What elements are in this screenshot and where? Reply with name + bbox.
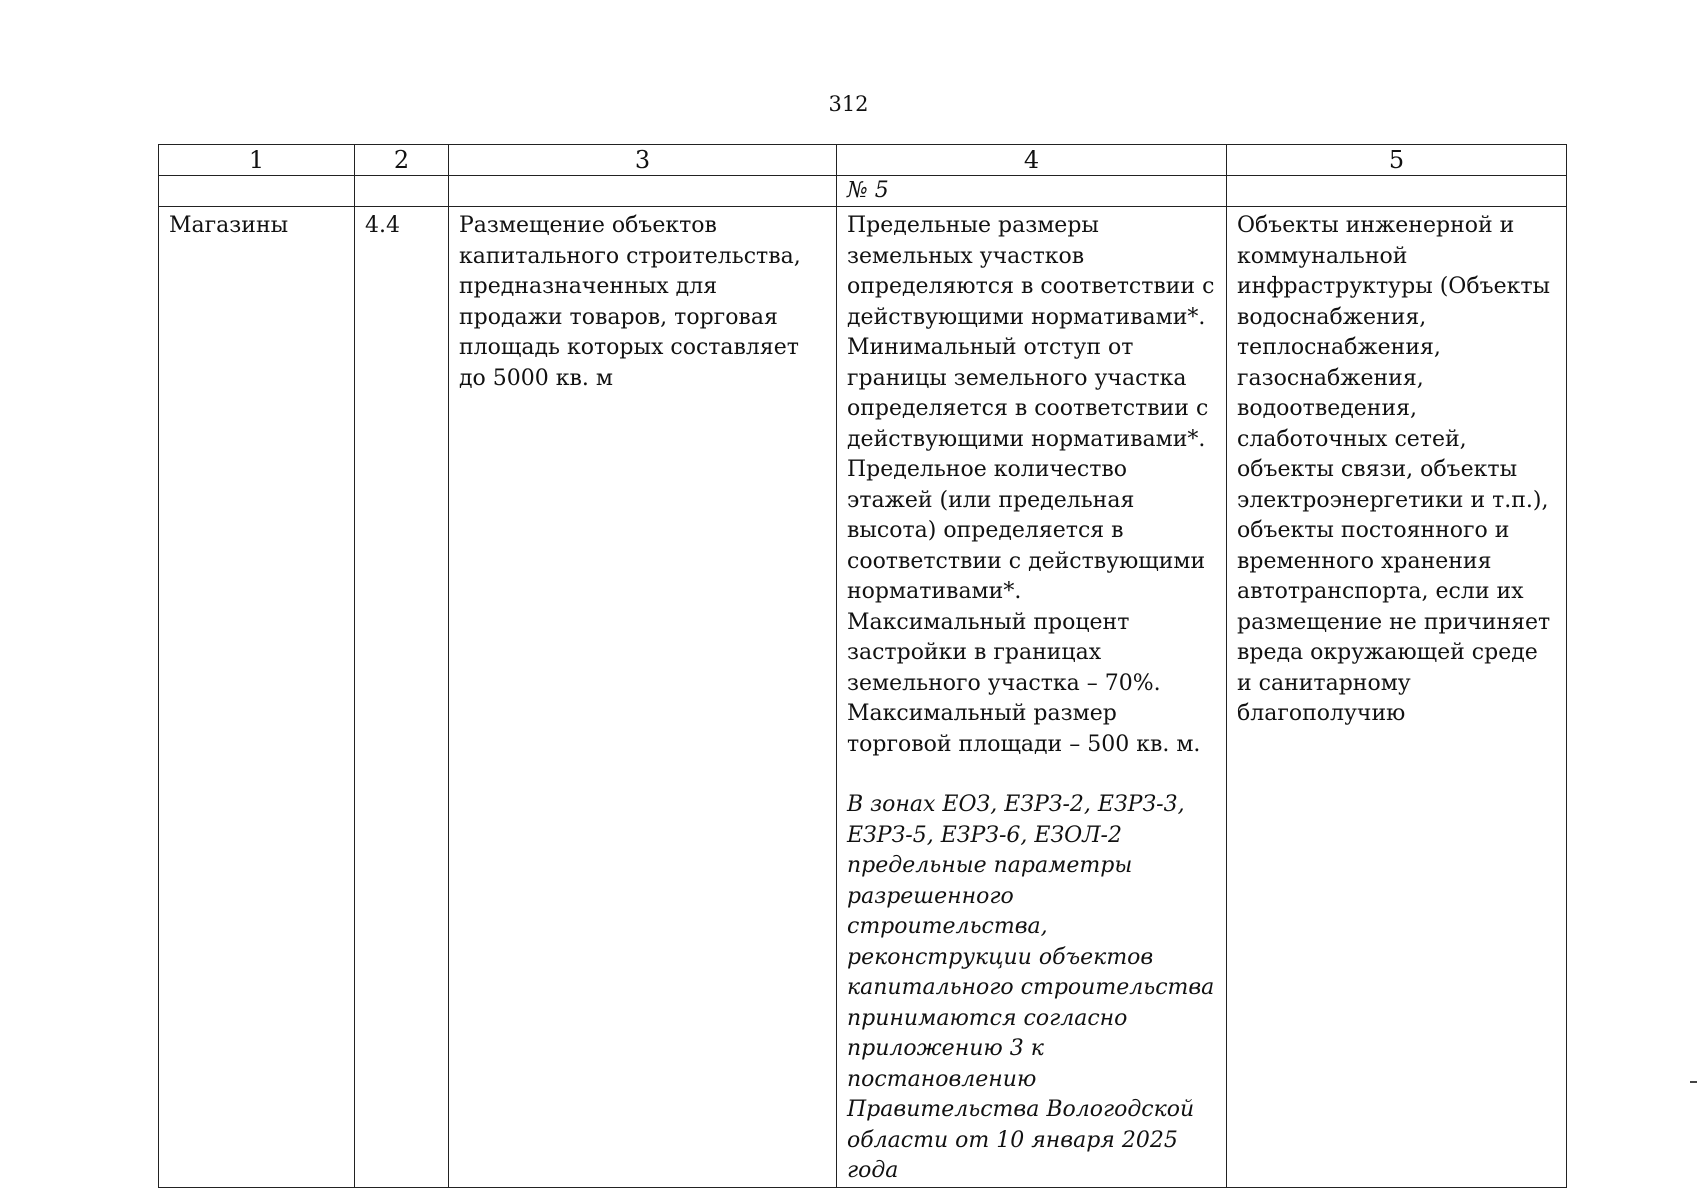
auxiliary-uses-cell [1227,207,1567,1188]
parameter-floors: Предельное количество этажей (или предельная высота) определяется в соответствии с действующими нормативами*. [847,457,1206,604]
use-name: Магазины [169,213,289,238]
page-number: 312 [828,92,869,116]
parameters-zone-note: В зонах ЕОЗ, ЕЗРЗ-2, ЕЗРЗ-3, ЕЗРЗ-5, ЕЗРЗ-6, ЕЗОЛ-2 предельные параметры разрешенного строительства, реконструкции объектов капитального строительства принимаются согласно приложению 3 к постановлению Правительства Вологодской области от 10 января 2025 года [847,792,1215,1183]
zone-cell-5 [1227,176,1567,207]
header-cell-3: 3 [449,145,837,176]
header-cell-2: 2 [355,145,449,176]
use-description: Размещение объектов капитального строительства, предназначенных для продажи товаров, торговая площадь которых составляет до 5000 кв. м [459,213,801,391]
zone-cell-4 [837,176,1227,207]
use-name-cell [159,207,355,1188]
header-row [159,145,1567,176]
use-code: 4.4 [365,213,400,238]
header-cell-1: 1 [159,145,355,176]
zone-cell-3 [449,176,837,207]
table-row [159,207,1567,1188]
land-use-table [158,144,1567,1188]
header-cell-5: 5 [1227,145,1567,176]
zone-number: № 5 [847,178,889,203]
auxiliary-uses: Объекты инженерной и коммунальной инфраструктуры (Объекты водоснабжения, теплоснабжения, газоснабжения, водоотведения, слаботочных сетей, объекты связи, объекты электроэнергетики и т.п.), объекты постоянного и временного хранения автотранспорта, если их размещение не причиняет вреда окружающей среде и санитарному благополучию [1237,213,1551,726]
use-description-cell [449,207,837,1188]
zone-row [159,176,1567,207]
parameter-land-size: Предельные размеры земельных участков определяются в соответствии с действующими нормативами*. [847,213,1215,330]
parameter-coverage: Максимальный процент застройки в границах земельного участка – 70%. [847,609,1161,696]
zone-cell-1 [159,176,355,207]
parameters-cell [837,207,1227,1188]
parameter-setback: Минимальный отступ от границы земельного участка определяется в соответствии с действующими нормативами*. [847,335,1209,452]
use-code-cell [355,207,449,1188]
parameter-retail-area: Максимальный размер торговой площади – 500 кв. м. [847,701,1201,757]
header-cell-4: 4 [837,145,1227,176]
margin-mark [1690,1081,1697,1083]
zone-cell-2 [355,176,449,207]
